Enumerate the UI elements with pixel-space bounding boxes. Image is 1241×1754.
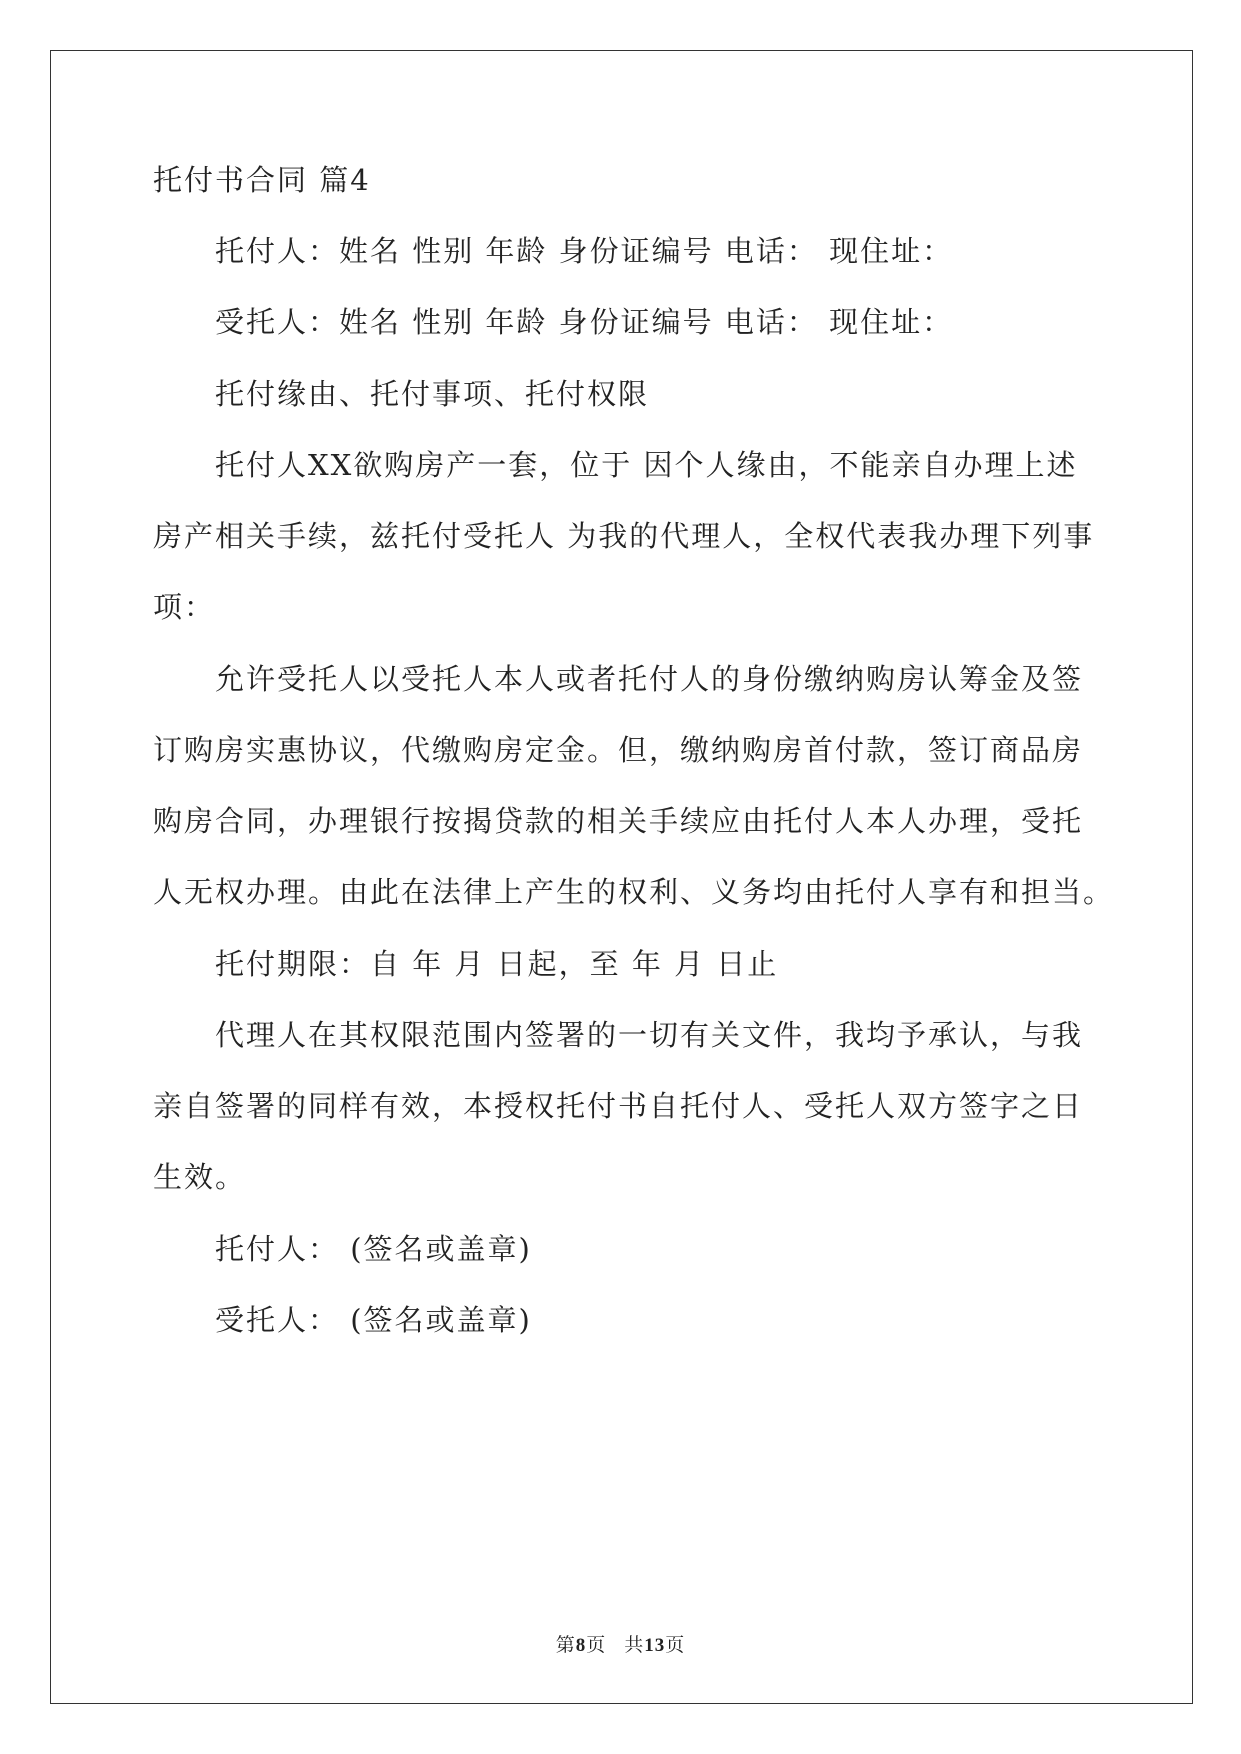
- paragraph-line: 托付期限：自 年 月 日起，至 年 月 日止: [215, 947, 779, 981]
- paragraph-line: 房产相关手续，兹托付受托人 为我的代理人，全权代表我办理下列事: [153, 519, 1095, 553]
- signature-line-principal: 托付人： (签名或盖章): [215, 1232, 532, 1266]
- paragraph-line: 亲自签署的同样有效，本授权托付书自托付人、受托人双方签字之日: [153, 1089, 1084, 1123]
- page-current: 8: [575, 1635, 587, 1656]
- page-footer: [0, 1630, 1241, 1657]
- signature-line-agent: 受托人： (签名或盖章): [215, 1303, 532, 1337]
- paragraph-line: 托付人XX欲购房产一套，位于 因个人缘由，不能亲自办理上述: [215, 448, 1078, 482]
- paragraph-line: 生效。: [153, 1160, 247, 1194]
- paragraph-line: 项：: [153, 590, 216, 624]
- paragraph-line: 订购房实惠协议，代缴购房定金。但，缴纳购房首付款，签订商品房: [153, 733, 1084, 767]
- document-heading: 托付书合同 篇4: [153, 163, 371, 197]
- paragraph-line: 代理人在其权限范围内签署的一切有关文件，我均予承认，与我: [215, 1018, 1084, 1052]
- paragraph-line: 托付人：姓名 性别 年龄 身份证编号 电话： 现住址：: [215, 234, 954, 268]
- total-prefix: 共: [624, 1634, 645, 1656]
- paragraph-line: 购房合同，办理银行按揭贷款的相关手续应由托付人本人办理，受托: [153, 804, 1084, 838]
- paragraph-line: 允许受托人以受托人本人或者托付人的身份缴纳购房认筹金及签: [215, 662, 1084, 696]
- total-suffix: 页: [665, 1634, 686, 1656]
- page-mid: 页: [586, 1634, 607, 1656]
- paragraph-line: 托付缘由、托付事项、托付权限: [215, 377, 650, 411]
- paragraph-line: 受托人：姓名 性别 年龄 身份证编号 电话： 现住址：: [215, 305, 954, 339]
- paragraph-line: 人无权办理。由此在法律上产生的权利、义务均由托付人享有和担当。: [153, 875, 1115, 909]
- page-total: 13: [644, 1635, 666, 1656]
- page-prefix: 第: [555, 1634, 576, 1656]
